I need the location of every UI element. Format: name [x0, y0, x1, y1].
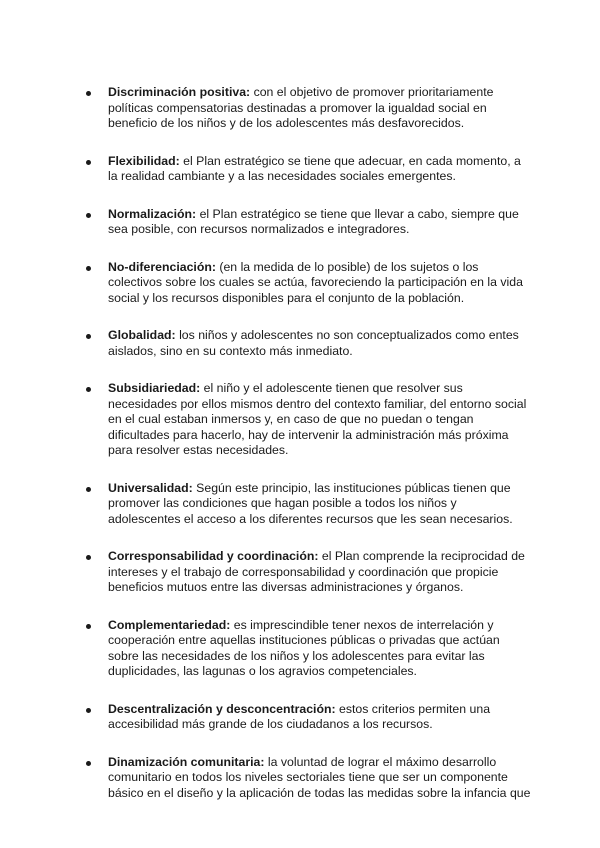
principle-term: Corresponsabilidad y coordinación:: [108, 549, 322, 563]
principle-text: estos criterios permiten una accesibilidad más grande de los ciudadanos a los recursos.: [108, 701, 491, 731]
bullet-icon: [86, 624, 91, 629]
principle-text: la voluntad de lograr el máximo desarrollo comunitario en todos los niveles sectoriales tiene que ser un componente básico en el diseño y la aplicación de todas las medidas sobre la infancia que: [108, 754, 531, 800]
bullet-icon: [86, 334, 91, 339]
list-item: [86, 702, 532, 733]
principle-term: Subsidiariedad:: [108, 381, 204, 395]
principle-text: el Plan comprende la reciprocidad de intereses y el trabajo de corresponsabilidad y coordinación que propicie beneficios mutuos entre las diversas administraciones y órganos.: [108, 549, 525, 594]
principle-term: Flexibilidad:: [108, 153, 184, 168]
principle-text: Según este principio, las instituciones públicas tienen que promover las condiciones que hagan posible a todos los niños y adolescentes el acceso a los diferentes recursos que les sean necesarios.: [108, 480, 513, 526]
principle-text: el Plan estratégico se tiene que adecuar, en cada momento, a la realidad cambiante y a las necesidades sociales emergentes.: [108, 153, 521, 183]
list-item: [86, 549, 532, 596]
bullet-icon: [86, 555, 91, 560]
principles-list: [86, 85, 532, 823]
list-item: [86, 260, 532, 307]
bullet-icon: [86, 213, 91, 218]
bullet-icon: [86, 266, 91, 271]
principle-text: el niño y el adolescente tienen que resolver sus necesidades por ellos mismos dentro del contexto familiar, del entorno social en el cual estaban inmersos y, en caso de que no puedan o tengan dificultades para hacerlo, hay de intervenir la administración más próxima para resolver estas necesidades.: [108, 381, 527, 457]
principle-term: Globalidad:: [108, 328, 180, 342]
list-item: [86, 328, 532, 359]
list-item: [86, 481, 532, 528]
principle-term: No-diferenciación:: [108, 259, 220, 274]
bullet-icon: [86, 387, 91, 392]
principle-term: Discriminación positiva:: [108, 85, 254, 99]
principle-text: con el objetivo de promover prioritariamente políticas compensatorias destinadas a promover la igualdad social en beneficio de los niños y de los adolescentes más desfavorecidos.: [108, 85, 494, 130]
principle-term: Descentralización y desconcentración:: [108, 701, 339, 716]
list-item: [86, 381, 532, 459]
principle-term: Normalización:: [108, 206, 200, 221]
bullet-icon: [86, 761, 91, 766]
principle-text: el Plan estratégico se tiene que llevar a cabo, siempre que sea posible, con recursos normalizados e integradores.: [108, 206, 519, 236]
principle-term: Dinamización comunitaria:: [108, 754, 268, 769]
principle-text: los niños y adolescentes no son conceptualizados como entes aislados, sino en su contexto más inmediato.: [108, 328, 519, 358]
bullet-icon: [86, 160, 91, 165]
principle-text: es imprescindible tener nexos de interrelación y cooperación entre aquellas instituciones públicas o privadas que actúan sobre las necesidades de los niños y los adolescentes para evitar las duplicidades, las lagunas o los agravios competenciales.: [108, 617, 500, 678]
bullet-icon: [86, 91, 91, 96]
list-item: [86, 755, 532, 802]
list-item: [86, 618, 532, 680]
bullet-icon: [86, 487, 91, 492]
principle-text: (en la medida de lo posible) de los sujetos o los colectivos sobre los cuales se actúa, favoreciendo la participación en la vida social y los recursos disponibles para el conjunto de la población.: [108, 259, 523, 305]
list-item: [86, 207, 532, 238]
list-item: [86, 85, 532, 132]
list-item: [86, 154, 532, 185]
principle-term: Complementariedad:: [108, 617, 234, 632]
principle-term: Universalidad:: [108, 480, 197, 495]
bullet-icon: [86, 708, 91, 713]
